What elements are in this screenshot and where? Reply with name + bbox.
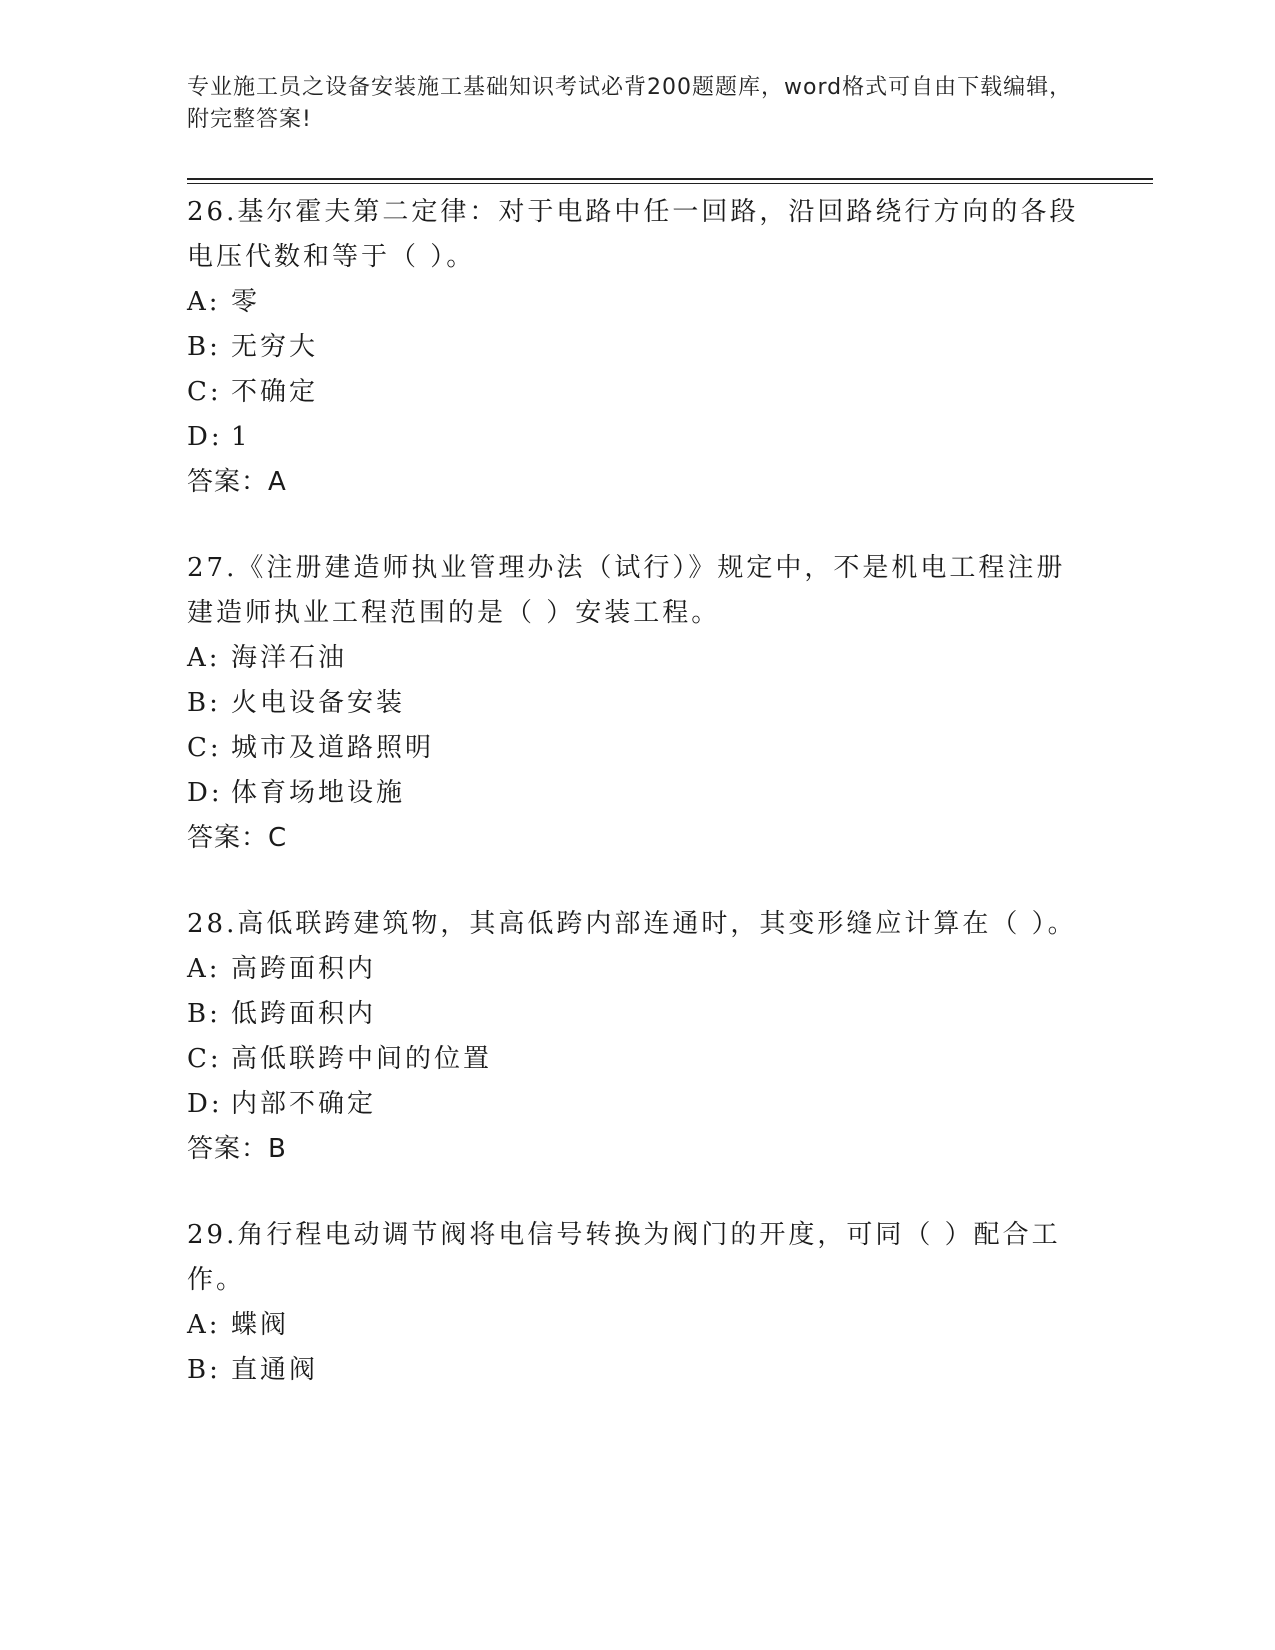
option-b: [187, 992, 1087, 1037]
option-text: 不确定: [231, 377, 319, 407]
option-text: 蝶阀: [231, 1310, 290, 1340]
option-a: [187, 947, 1087, 992]
option-text: 高低联跨中间的位置: [231, 1044, 493, 1074]
option-key: B:: [187, 1355, 221, 1385]
option-key: C:: [187, 733, 222, 763]
option-text: 零: [231, 287, 261, 317]
answer-line: 答案：A: [187, 467, 287, 497]
option-text: 海洋石油: [231, 643, 348, 673]
option-d: [187, 415, 1087, 460]
answer-line: 答案：B: [187, 1134, 287, 1164]
question-27: [187, 546, 1087, 860]
option-a: [187, 636, 1087, 681]
option-key: D:: [187, 422, 223, 452]
option-a: [187, 1303, 1087, 1348]
option-c: [187, 1037, 1087, 1082]
question-26: [187, 190, 1087, 504]
option-text: 直通阀: [231, 1355, 319, 1385]
option-d: [187, 1082, 1087, 1127]
header-divider-thick: [187, 178, 1153, 180]
question-stem: 28.高低联跨建筑物，其高低跨内部连通时，其变形缝应计算在（ ）。: [187, 909, 1077, 939]
option-b: [187, 325, 1087, 370]
option-text: 内部不确定: [231, 1089, 377, 1119]
option-key: D:: [187, 1089, 223, 1119]
option-key: B:: [187, 688, 221, 718]
answer-line: 答案：C: [187, 823, 288, 853]
header-divider-thin: [187, 183, 1153, 184]
option-text: 1: [231, 422, 251, 452]
question-stem: 29.角行程电动调节阀将电信号转换为阀门的开度，可同（ ）配合工作。: [187, 1220, 1061, 1295]
option-c: [187, 726, 1087, 771]
option-key: B:: [187, 332, 221, 362]
option-key: B:: [187, 999, 221, 1029]
option-key: A:: [187, 643, 221, 673]
question-29: [187, 1213, 1087, 1393]
option-key: A:: [187, 954, 221, 984]
option-key: C:: [187, 377, 222, 407]
option-a: [187, 280, 1087, 325]
question-stem: 27.《注册建造师执业管理办法（试行）》规定中，不是机电工程注册建造师执业工程范围的是（ ）安装工程。: [187, 553, 1066, 628]
option-text: 低跨面积内: [231, 999, 377, 1029]
option-key: A:: [187, 287, 221, 317]
option-c: [187, 370, 1087, 415]
document-header: 专业施工员之设备安装施工基础知识考试必背200题题库，word格式可自由下载编辑，附完整答案!: [187, 75, 1073, 132]
question-28: [187, 902, 1087, 1171]
option-b: [187, 681, 1087, 726]
option-text: 体育场地设施: [231, 778, 406, 808]
option-text: 无穷大: [231, 332, 319, 362]
option-text: 火电设备安装: [231, 688, 406, 718]
option-text: 城市及道路照明: [231, 733, 435, 763]
option-key: C:: [187, 1044, 222, 1074]
question-stem: 26.基尔霍夫第二定律：对于电路中任一回路，沿回路绕行方向的各段电压代数和等于（ ）。: [187, 197, 1079, 272]
question-list: [187, 190, 1087, 1435]
option-key: A:: [187, 1310, 221, 1340]
option-key: D:: [187, 778, 223, 808]
option-text: 高跨面积内: [231, 954, 377, 984]
option-b: [187, 1348, 1087, 1393]
option-d: [187, 771, 1087, 816]
